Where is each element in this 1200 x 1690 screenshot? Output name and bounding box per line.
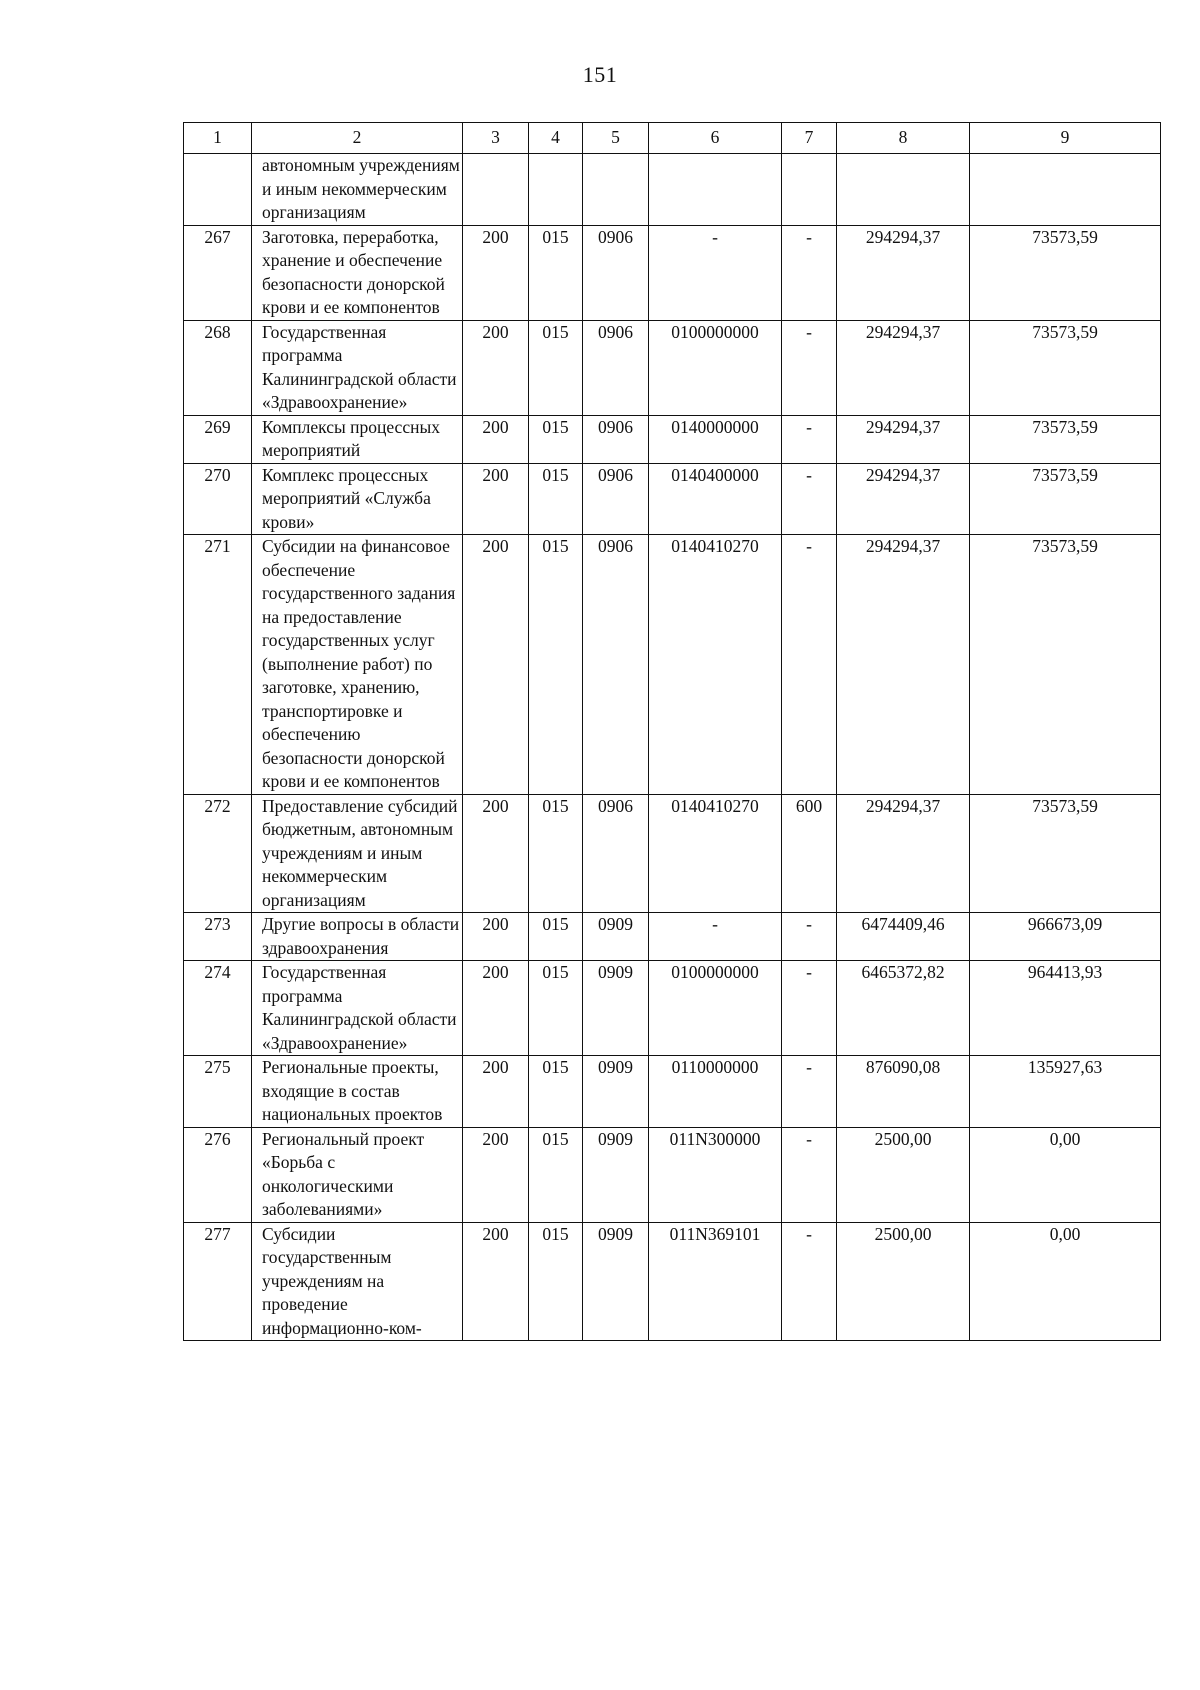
table-row xyxy=(184,1056,1161,1128)
code-col-4-cell: 015 xyxy=(529,535,583,795)
code-col-6-cell: 0100000000 xyxy=(649,961,782,1056)
code-col-6-cell: 0140410270 xyxy=(649,794,782,913)
code-col-4-cell: 015 xyxy=(529,415,583,463)
table-row xyxy=(184,913,1161,961)
code-col-4-cell: 015 xyxy=(529,1127,583,1222)
row-number-cell: 275 xyxy=(184,1056,252,1128)
header-col-8: 8 xyxy=(837,123,970,154)
code-col-4-cell: 015 xyxy=(529,913,583,961)
code-col-4-cell: 015 xyxy=(529,320,583,415)
table-row xyxy=(184,961,1161,1056)
amount-col-8-cell: 294294,37 xyxy=(837,225,970,320)
code-col-5-cell: 0909 xyxy=(583,913,649,961)
item-name-cell: Другие вопросы в области здравоохранения xyxy=(252,913,463,961)
amount-col-8-cell: 6474409,46 xyxy=(837,913,970,961)
code-col-4-cell xyxy=(529,154,583,226)
page-number: 151 xyxy=(582,62,618,87)
code-col-5-cell: 0906 xyxy=(583,415,649,463)
code-col-6-cell xyxy=(649,154,782,226)
code-col-5-cell xyxy=(583,154,649,226)
code-col-3-cell: 200 xyxy=(463,225,529,320)
amount-col-9-cell: 135927,63 xyxy=(970,1056,1161,1128)
code-col-5-cell: 0909 xyxy=(583,1222,649,1341)
code-col-5-cell: 0909 xyxy=(583,961,649,1056)
code-col-7-cell xyxy=(782,154,837,226)
amount-col-9-cell: 73573,59 xyxy=(970,415,1161,463)
item-name-cell: Региональные проекты, входящие в состав национальных проектов xyxy=(252,1056,463,1128)
amount-col-8-cell: 294294,37 xyxy=(837,320,970,415)
row-number-cell: 270 xyxy=(184,463,252,535)
code-col-3-cell: 200 xyxy=(463,535,529,795)
code-col-4-cell: 015 xyxy=(529,961,583,1056)
header-col-3: 3 xyxy=(463,123,529,154)
table-row xyxy=(184,1222,1161,1341)
amount-col-9-cell: 73573,59 xyxy=(970,320,1161,415)
table-row xyxy=(184,225,1161,320)
code-col-7-cell: - xyxy=(782,535,837,795)
table-row xyxy=(184,535,1161,795)
code-col-6-cell: 011N300000 xyxy=(649,1127,782,1222)
header-col-7: 7 xyxy=(782,123,837,154)
amount-col-9-cell: 0,00 xyxy=(970,1127,1161,1222)
item-name-cell: автономным учреждениям и иным некоммерческим организациям xyxy=(252,154,463,226)
code-col-3-cell: 200 xyxy=(463,1056,529,1128)
header-col-1: 1 xyxy=(184,123,252,154)
amount-col-9-cell: 73573,59 xyxy=(970,463,1161,535)
amount-col-9-cell xyxy=(970,154,1161,226)
budget-table xyxy=(183,122,1161,1341)
item-name-cell: Заготовка, переработка, хранение и обеспечение безопасности донорской крови и ее компонентов xyxy=(252,225,463,320)
row-number-cell: 277 xyxy=(184,1222,252,1341)
code-col-6-cell: 0100000000 xyxy=(649,320,782,415)
code-col-3-cell: 200 xyxy=(463,961,529,1056)
code-col-7-cell: - xyxy=(782,1056,837,1128)
amount-col-9-cell: 0,00 xyxy=(970,1222,1161,1341)
amount-col-8-cell: 294294,37 xyxy=(837,535,970,795)
table-row xyxy=(184,1127,1161,1222)
code-col-4-cell: 015 xyxy=(529,225,583,320)
code-col-4-cell: 015 xyxy=(529,463,583,535)
code-col-5-cell: 0906 xyxy=(583,535,649,795)
code-col-7-cell: - xyxy=(782,961,837,1056)
item-name-cell: Комплекс процессных мероприятий «Служба крови» xyxy=(252,463,463,535)
code-col-4-cell: 015 xyxy=(529,1056,583,1128)
amount-col-9-cell: 966673,09 xyxy=(970,913,1161,961)
code-col-5-cell: 0906 xyxy=(583,463,649,535)
amount-col-8-cell: 294294,37 xyxy=(837,463,970,535)
code-col-7-cell: - xyxy=(782,415,837,463)
code-col-7-cell: - xyxy=(782,1222,837,1341)
header-col-5: 5 xyxy=(583,123,649,154)
code-col-3-cell: 200 xyxy=(463,320,529,415)
code-col-5-cell: 0906 xyxy=(583,225,649,320)
amount-col-8-cell: 294294,37 xyxy=(837,794,970,913)
code-col-6-cell: 0110000000 xyxy=(649,1056,782,1128)
amount-col-8-cell: 2500,00 xyxy=(837,1127,970,1222)
code-col-6-cell: - xyxy=(649,225,782,320)
amount-col-9-cell: 73573,59 xyxy=(970,794,1161,913)
code-col-7-cell: - xyxy=(782,463,837,535)
code-col-3-cell: 200 xyxy=(463,1222,529,1341)
header-col-6: 6 xyxy=(649,123,782,154)
amount-col-9-cell: 964413,93 xyxy=(970,961,1161,1056)
code-col-5-cell: 0909 xyxy=(583,1056,649,1128)
row-number-cell xyxy=(184,154,252,226)
amount-col-8-cell: 294294,37 xyxy=(837,415,970,463)
row-number-cell: 269 xyxy=(184,415,252,463)
row-number-cell: 273 xyxy=(184,913,252,961)
amount-col-8-cell: 6465372,82 xyxy=(837,961,970,1056)
header-col-9: 9 xyxy=(970,123,1161,154)
code-col-5-cell: 0909 xyxy=(583,1127,649,1222)
row-number-cell: 274 xyxy=(184,961,252,1056)
code-col-5-cell: 0906 xyxy=(583,320,649,415)
code-col-7-cell: - xyxy=(782,1127,837,1222)
code-col-3-cell: 200 xyxy=(463,463,529,535)
code-col-6-cell: - xyxy=(649,913,782,961)
code-col-3-cell: 200 xyxy=(463,794,529,913)
row-number-cell: 268 xyxy=(184,320,252,415)
code-col-7-cell: - xyxy=(782,225,837,320)
header-col-2: 2 xyxy=(252,123,463,154)
code-col-7-cell: - xyxy=(782,913,837,961)
table-row xyxy=(184,154,1161,226)
row-number-cell: 267 xyxy=(184,225,252,320)
code-col-6-cell: 011N369101 xyxy=(649,1222,782,1341)
header-col-4: 4 xyxy=(529,123,583,154)
table-row xyxy=(184,794,1161,913)
table-row xyxy=(184,320,1161,415)
row-number-cell: 271 xyxy=(184,535,252,795)
code-col-3-cell: 200 xyxy=(463,913,529,961)
code-col-3-cell: 200 xyxy=(463,1127,529,1222)
header-row xyxy=(184,123,1161,154)
code-col-5-cell: 0906 xyxy=(583,794,649,913)
code-col-6-cell: 0140400000 xyxy=(649,463,782,535)
item-name-cell: Субсидии на финансовое обеспечение государственного задания на предоставление государственных услуг (выполнение работ) по заготовке, хранению, транспортировке и обеспечению безопасности донорской крови и ее компонентов xyxy=(252,535,463,795)
amount-col-9-cell: 73573,59 xyxy=(970,535,1161,795)
item-name-cell: Региональный проект «Борьба с онкологическими заболеваниями» xyxy=(252,1127,463,1222)
item-name-cell: Государственная программа Калининградской области «Здравоохранение» xyxy=(252,320,463,415)
code-col-3-cell: 200 xyxy=(463,415,529,463)
item-name-cell: Комплексы процессных мероприятий xyxy=(252,415,463,463)
amount-col-8-cell: 2500,00 xyxy=(837,1222,970,1341)
code-col-4-cell: 015 xyxy=(529,794,583,913)
code-col-6-cell: 0140410270 xyxy=(649,535,782,795)
code-col-7-cell: 600 xyxy=(782,794,837,913)
row-number-cell: 276 xyxy=(184,1127,252,1222)
item-name-cell: Субсидии государственным учреждениям на проведение информационно-ком- xyxy=(252,1222,463,1341)
code-col-7-cell: - xyxy=(782,320,837,415)
table-row xyxy=(184,463,1161,535)
amount-col-8-cell: 876090,08 xyxy=(837,1056,970,1128)
item-name-cell: Государственная программа Калининградской области «Здравоохранение» xyxy=(252,961,463,1056)
item-name-cell: Предоставление субсидий бюджетным, автономным учреждениям и иным некоммерческим организациям xyxy=(252,794,463,913)
code-col-3-cell xyxy=(463,154,529,226)
code-col-4-cell: 015 xyxy=(529,1222,583,1341)
row-number-cell: 272 xyxy=(184,794,252,913)
amount-col-9-cell: 73573,59 xyxy=(970,225,1161,320)
amount-col-8-cell xyxy=(837,154,970,226)
code-col-6-cell: 0140000000 xyxy=(649,415,782,463)
table-row xyxy=(184,415,1161,463)
